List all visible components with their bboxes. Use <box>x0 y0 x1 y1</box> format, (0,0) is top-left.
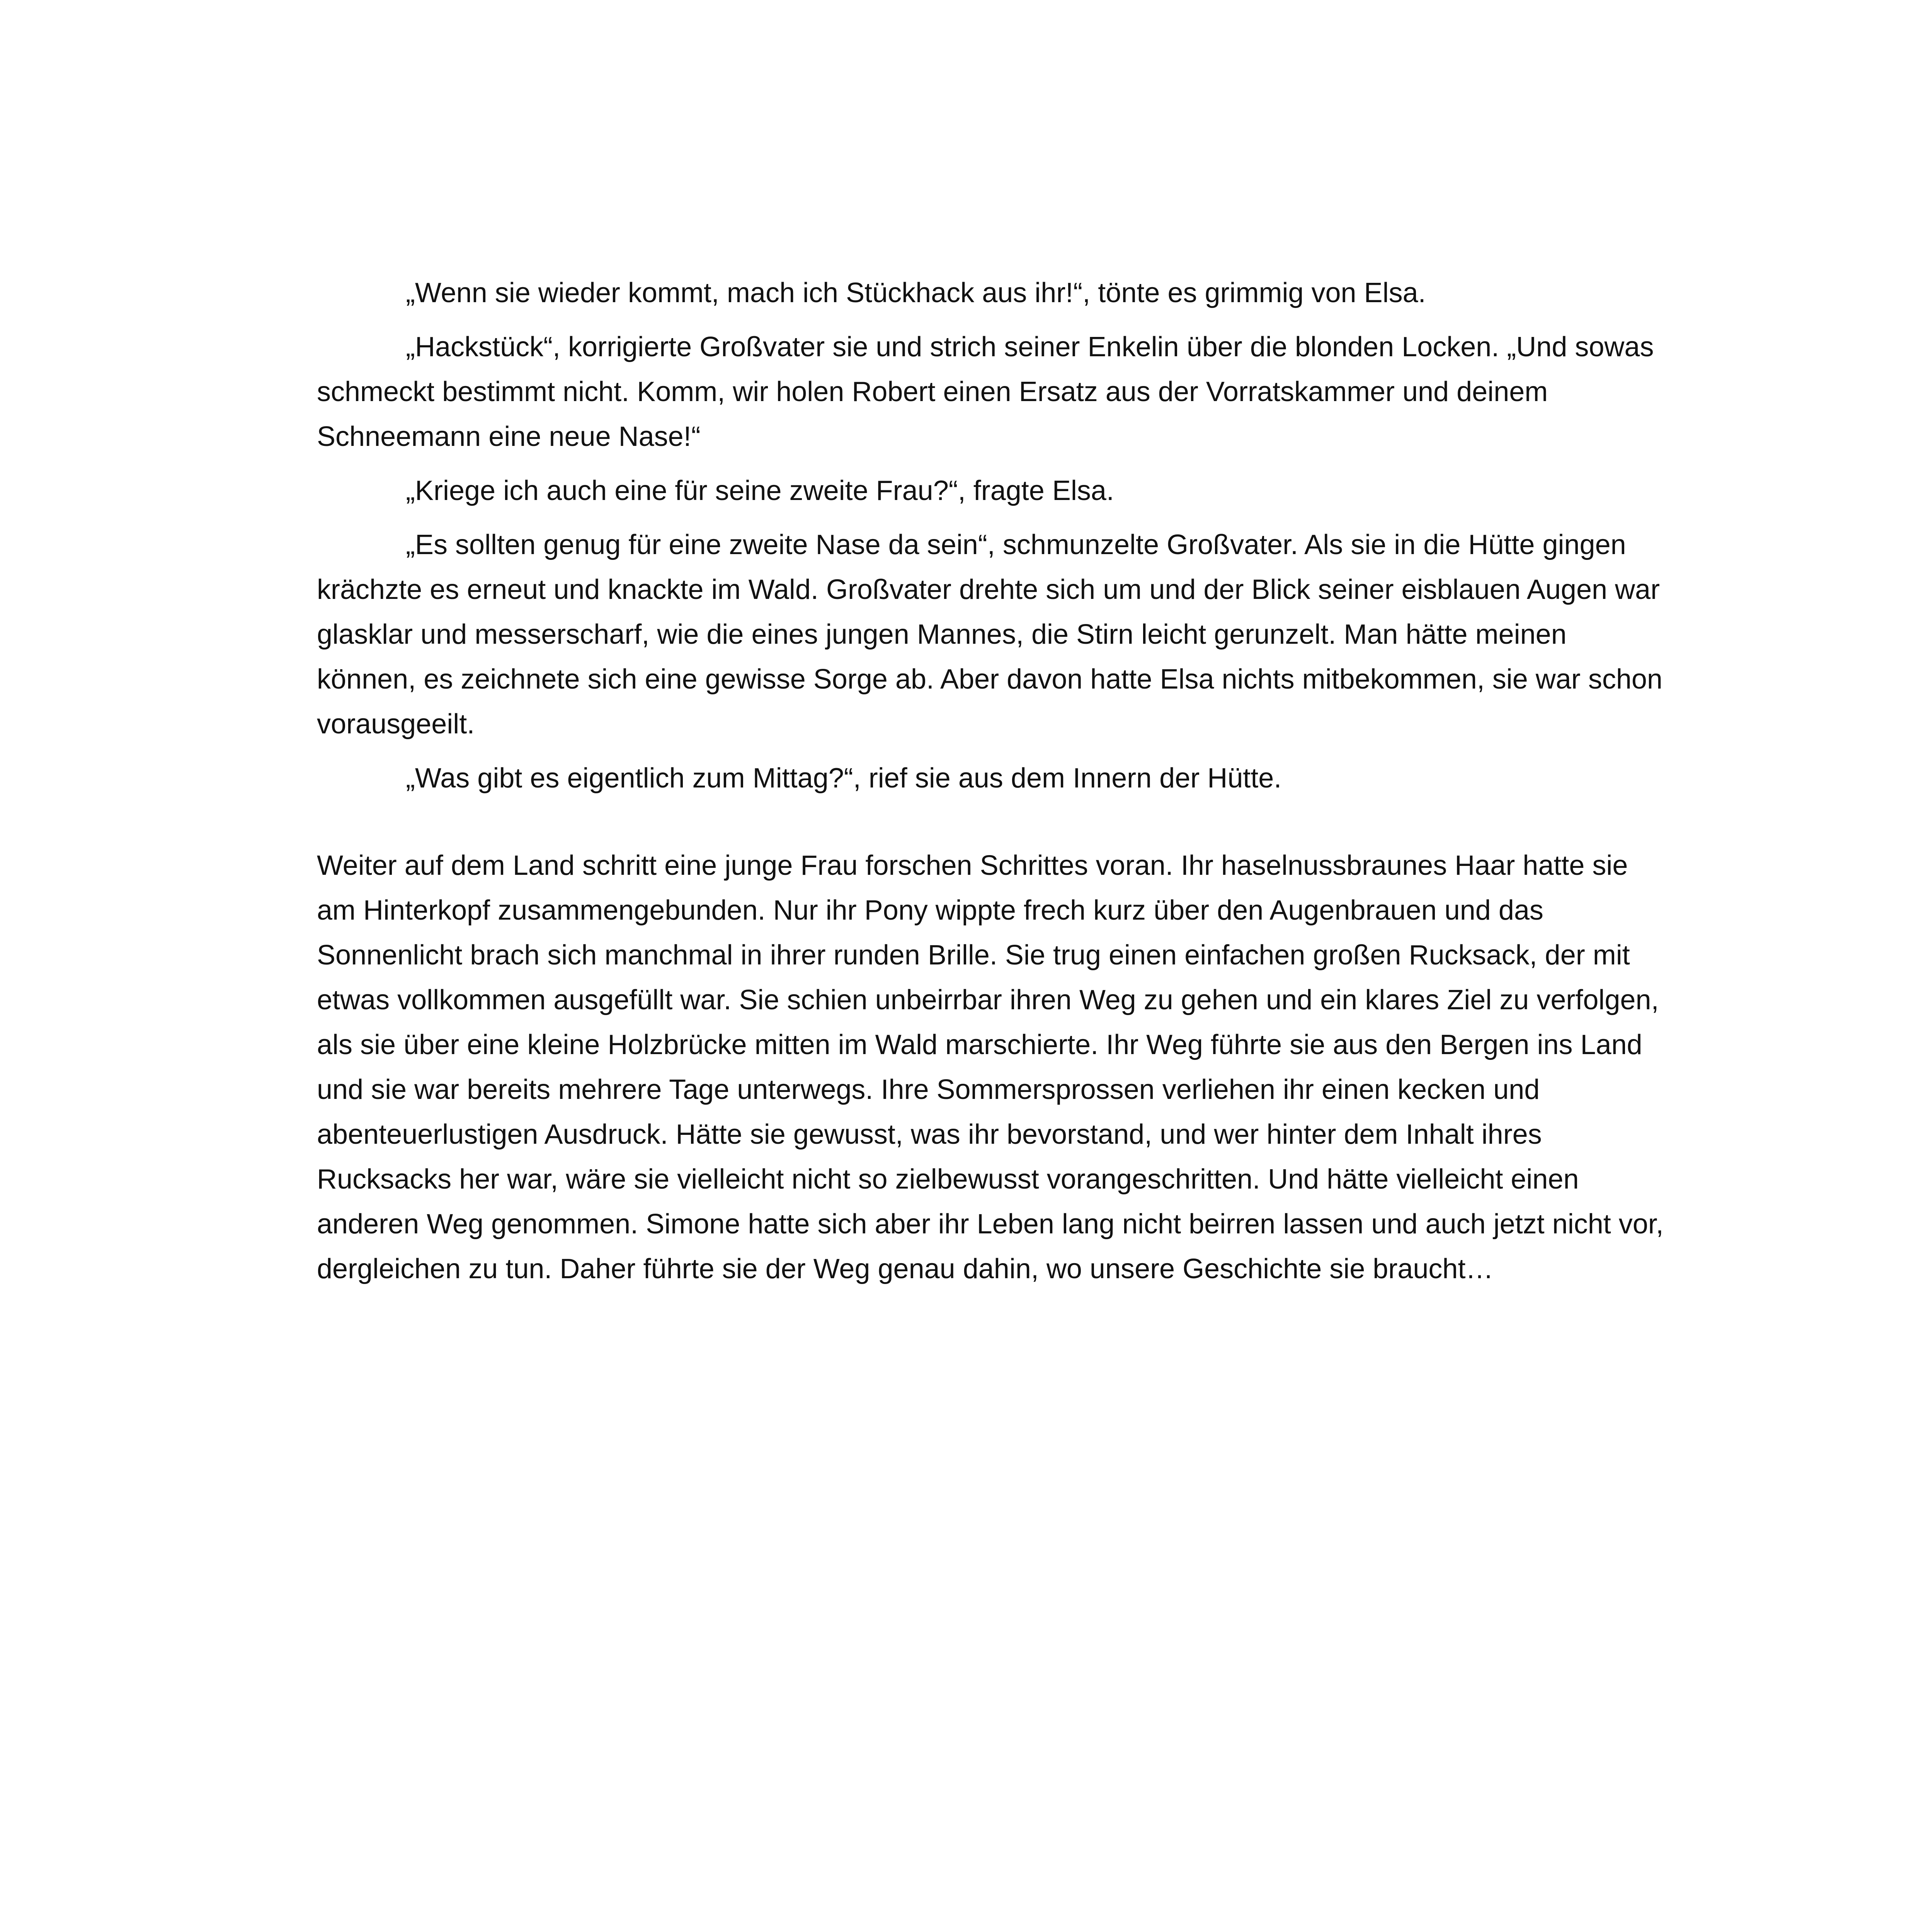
paragraph-second-wife: „Kriege ich auch eine für seine zweite Frau?“, fragte Elsa. <box>406 475 1114 506</box>
paragraph-hackstueck: „Hackstück“, korrigierte Großvater sie und strich seiner Enkelin über die blonden Locken. „Und sowas schmeckt bestimmt nicht. Komm, wir holen Robert einen Ersatz aus der Vorratskammer und deinem Schneemann eine neue Nase!“ <box>317 332 1654 452</box>
paragraph-grandfather-gaze: „Es sollten genug für eine zweite Nase da sein“, schmunzelte Großvater. Als sie in die Hütte gingen krächzte es erneut und knackte im Wald. Großvater drehte sich um und der Blick seiner eisblauen Augen war glasklar und messerscharf, wie die eines jungen Mannes, die Stirn leicht gerunzelt. Man hätte meinen können, es zeichnete sich eine gewisse Sorge ab. Aber davon hatte Elsa nichts mitbekommen, sie war schon vorausgeeilt. <box>317 529 1662 740</box>
paragraph-young-woman: Weiter auf dem Land schritt eine junge Frau forschen Schrittes voran. Ihr haselnussbraunes Haar hatte sie am Hinterkopf zusammengebunden. Nur ihr Pony wippte frech kurz über den Augenbrauen und das Sonnenlicht brach sich manchmal in ihrer runden Brille. Sie trug einen einfachen großen Rucksack, der mit etwas vollkommen ausgefüllt war. Sie schien unbeirrbar ihren Weg zu gehen und ein klares Ziel zu verfolgen, als sie über eine kleine Holzbrücke mitten im Wald marschierte. Ihr Weg führte sie aus den Bergen ins Land und sie war bereits mehrere Tage unterwegs. Ihre Sommersprossen verliehen ihr einen kecken und abenteuerlustigen Ausdruck. Hätte sie gewusst, was ihr bevorstand, und wer hinter dem Inhalt ihres Rucksacks her war, wäre sie vielleicht nicht so zielbewusst vorangeschritten. Und hätte vielleicht einen anderen Weg genommen. Simone hatte sich aber ihr Leben lang nicht beirren lassen und auch jetzt nicht vor, dergleichen zu tun. Daher führte sie der Weg genau dahin, wo unsere Geschichte sie braucht… <box>317 850 1664 1284</box>
body-text <box>317 270 1669 1301</box>
paragraph-lunch-question: „Was gibt es eigentlich zum Mittag?“, rief sie aus dem Innern der Hütte. <box>406 763 1282 794</box>
paragraph-elsa-threat: „Wenn sie wieder kommt, mach ich Stückhack aus ihr!“, tönte es grimmig von Elsa. <box>406 277 1426 308</box>
